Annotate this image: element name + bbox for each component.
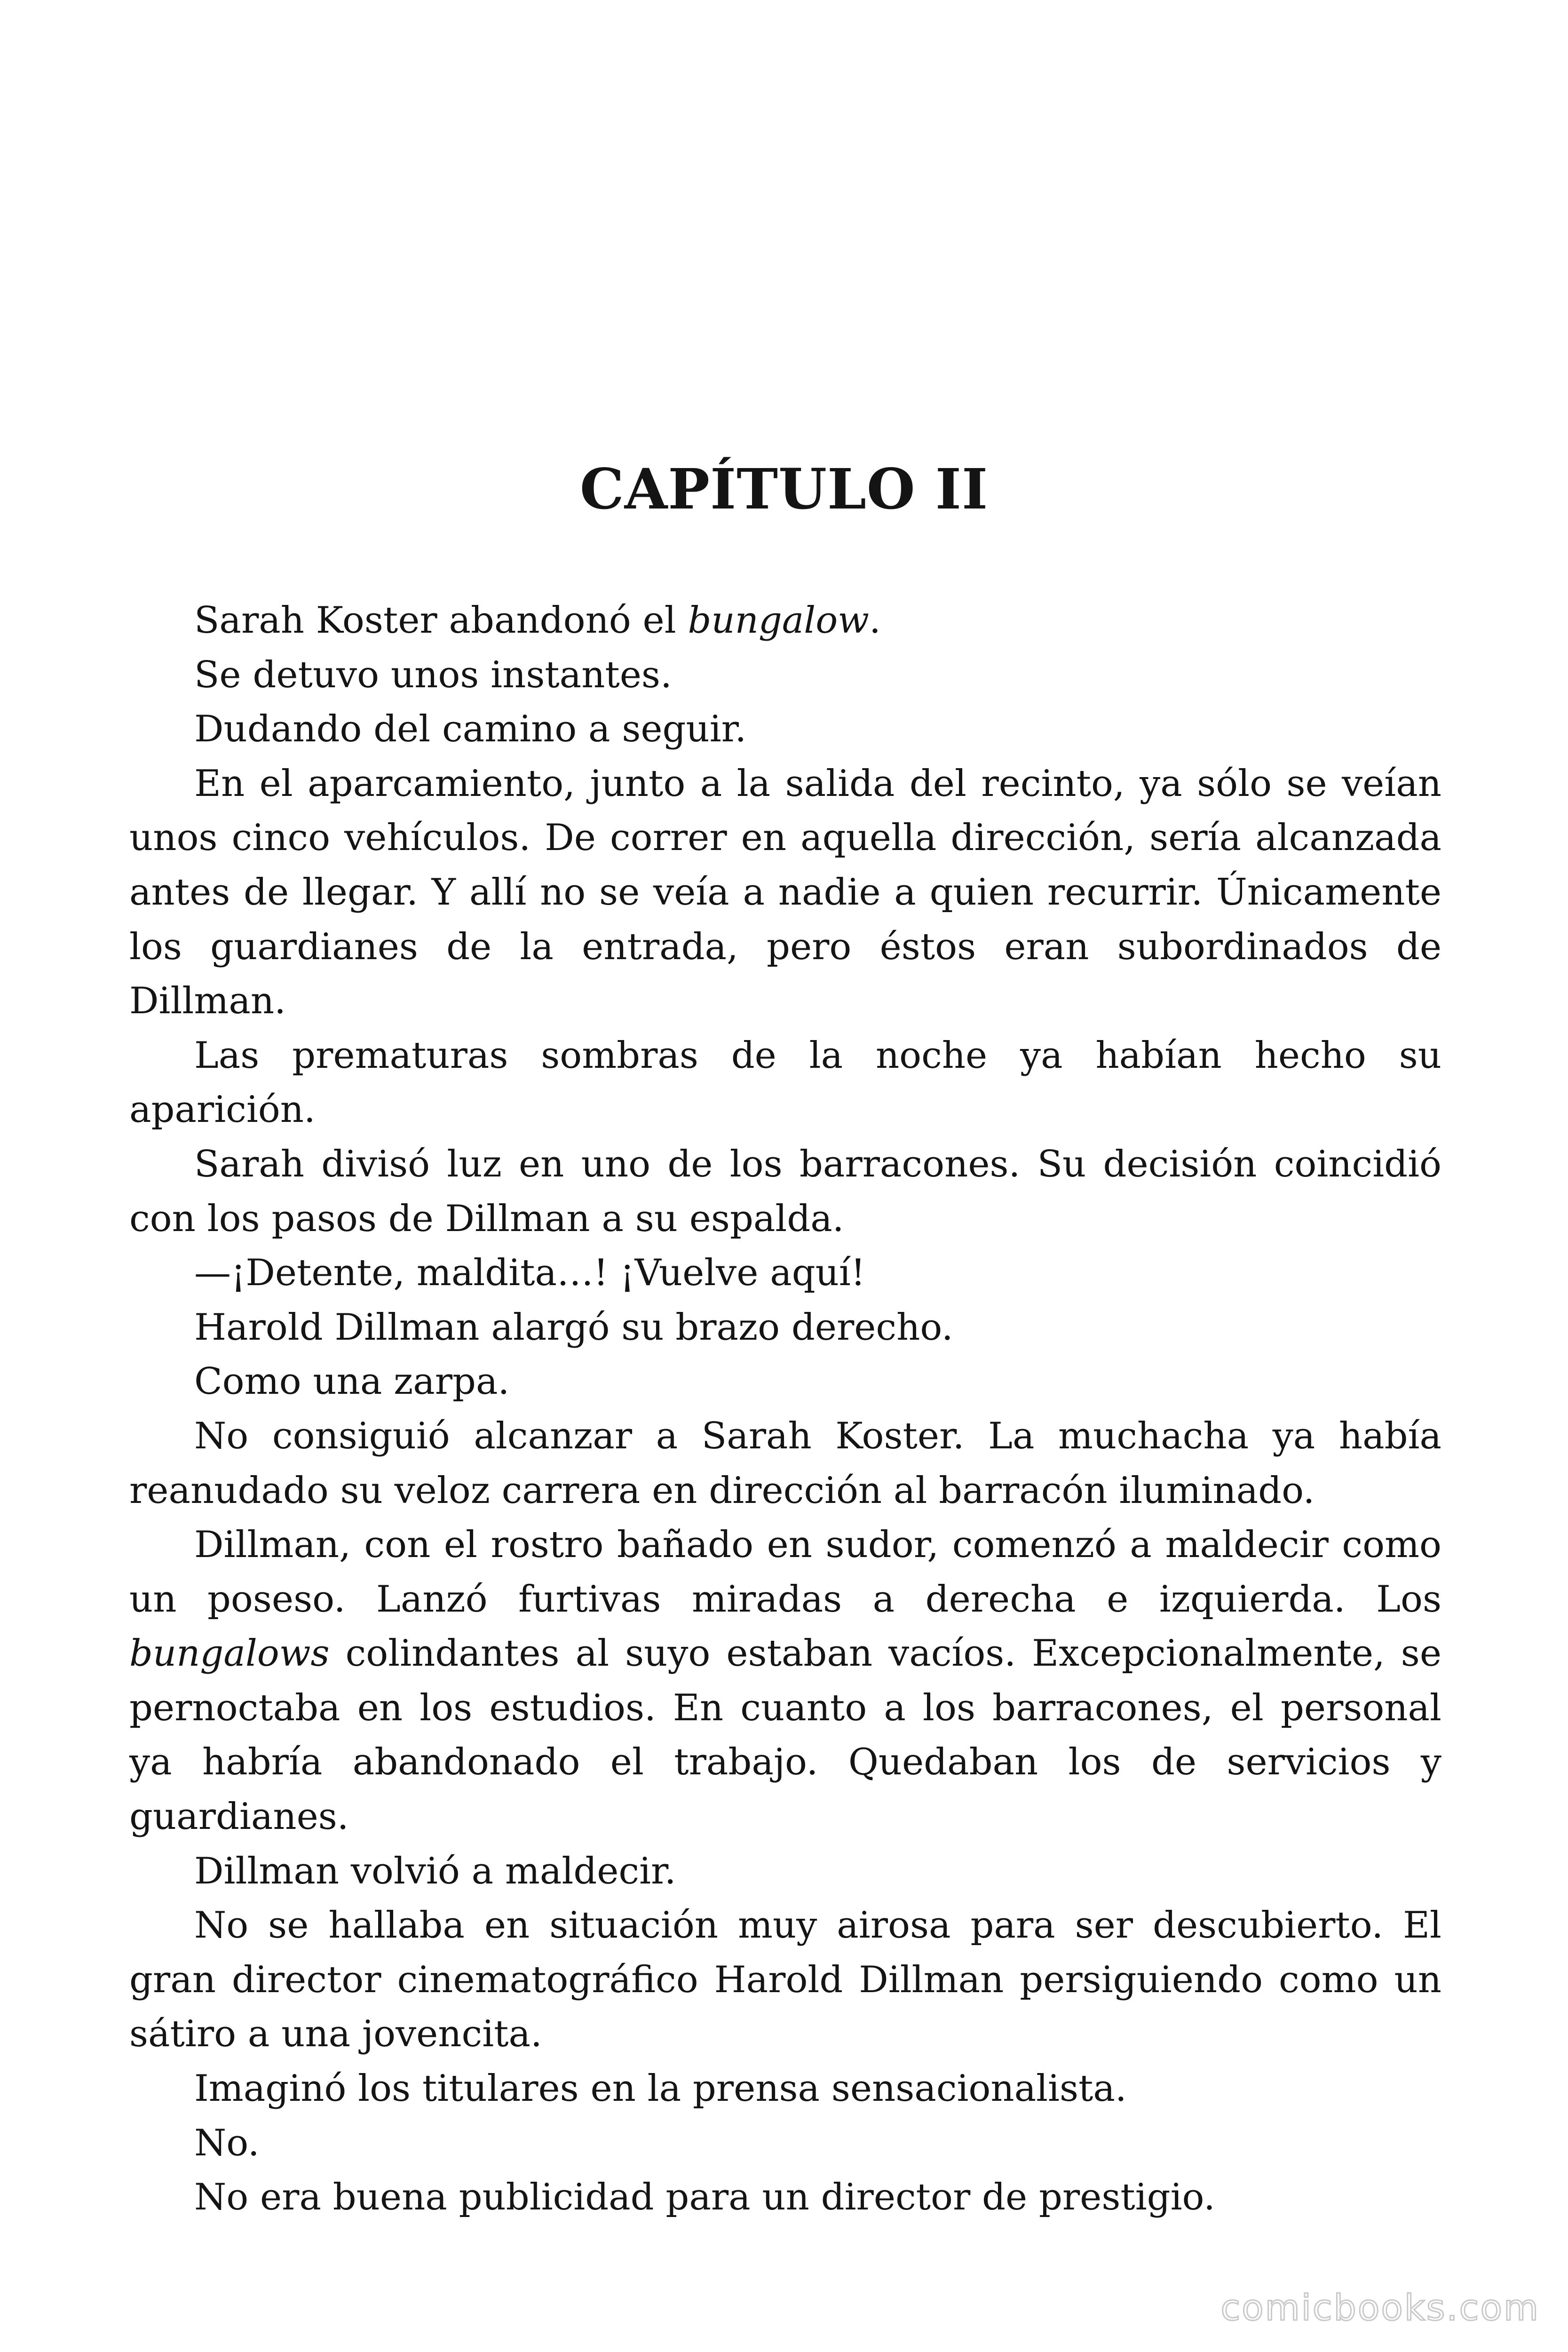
chapter-body	[129, 594, 1441, 2225]
emphasis: bungalows	[129, 1632, 330, 1675]
paragraph: Dillman volvió a maldecir.	[194, 1850, 676, 1892]
emphasis: bungalow	[688, 599, 869, 642]
paragraph: Dillman, con el rostro bañado en sudor, comenzó a maldecir como un poseso. Lanzó furtivas miradas a derecha e izquierda. Los bungalows colindantes al suyo estaban vacíos. Excepcionalmente, se pernoctaba en los estudios. En cuanto a los barracones, el personal ya habría abandonado el trabajo. Quedaban los de servicios y guardianes.	[129, 1524, 1441, 1838]
paragraph: Sarah divisó luz en uno de los barracones. Su decisión coincidió con los pasos de Dillman a su espalda.	[129, 1143, 1441, 1240]
paragraph: En el aparcamiento, junto a la salida del recinto, ya sólo se veían unos cinco vehículos. De correr en aquella dirección, sería alcanzada antes de llegar. Y allí no se veía a nadie a quien recurrir. Únicamente los guardianes de la entrada, pero éstos eran subordinados de Dillman.	[129, 762, 1441, 1023]
dialogue-line: —¡Detente, maldita…! ¡Vuelve aquí!	[194, 1252, 866, 1295]
paragraph: Harold Dillman alargó su brazo derecho.	[194, 1306, 953, 1349]
paragraph: No consiguió alcanzar a Sarah Koster. La muchacha ya había reanudado su veloz carrera en dirección al barracón iluminado.	[129, 1414, 1441, 1512]
paragraph: Como una zarpa.	[194, 1360, 510, 1403]
paragraph: No se hallaba en situación muy airosa para ser descubierto. El gran director cinematográfico Harold Dillman persiguiendo como un sátiro a una jovencita.	[129, 1904, 1441, 2056]
paragraph: Las prematuras sombras de la noche ya habían hecho su aparición.	[129, 1034, 1441, 1131]
paragraph: No era buena publicidad para un director de prestigio.	[194, 2176, 1215, 2219]
paragraph: Se detuvo unos instantes.	[194, 653, 672, 696]
watermark: comicbooks.com	[1220, 2287, 1540, 2328]
paragraph: No.	[194, 2122, 260, 2164]
paragraph: Sarah Koster abandonó el bungalow.	[194, 599, 881, 642]
paragraph: Imaginó los titulares en la prensa sensacionalista.	[194, 2067, 1127, 2110]
chapter-title: CAPÍTULO II	[579, 456, 989, 522]
paragraph: Dudando del camino a seguir.	[194, 708, 747, 751]
